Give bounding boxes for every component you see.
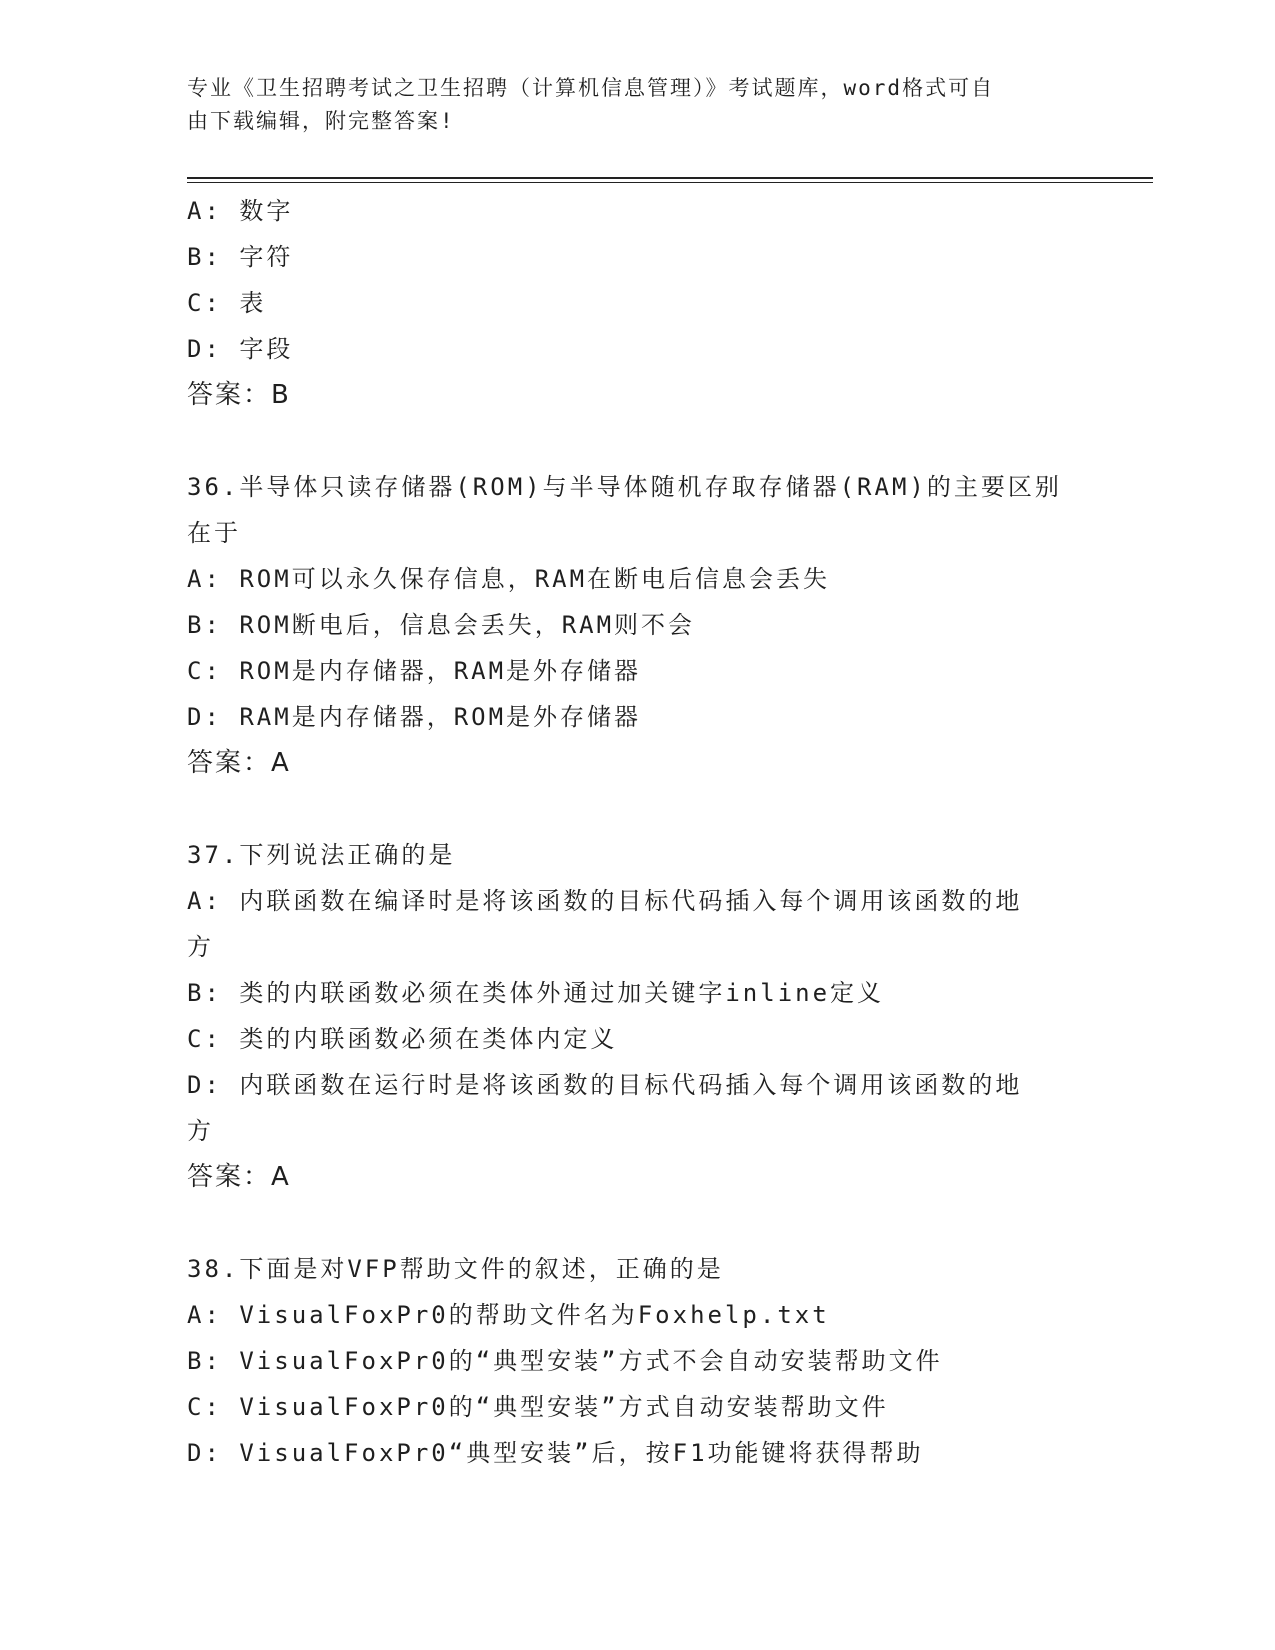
option-b: B: VisualFoxPr0的“典型安装”方式不会自动安装帮助文件 xyxy=(187,1347,943,1375)
option-b: B: 字符 xyxy=(187,243,294,271)
question-stem-cont: 在于 xyxy=(187,519,241,547)
option-a: A: ROM可以永久保存信息，RAM在断电后信息会丢失 xyxy=(187,565,831,593)
question-38 xyxy=(187,1246,1087,1476)
option-b: B: ROM断电后，信息会丢失，RAM则不会 xyxy=(187,611,696,639)
header-rule-thick xyxy=(187,177,1153,179)
option-a-cont: 方 xyxy=(187,933,214,961)
question-35 xyxy=(187,188,1087,418)
option-c: C: VisualFoxPr0的“典型安装”方式自动安装帮助文件 xyxy=(187,1393,889,1421)
option-c: C: ROM是内存储器，RAM是外存储器 xyxy=(187,657,642,685)
document-header xyxy=(187,72,1067,138)
option-b: B: 类的内联函数必须在类体外通过加关键字inline定义 xyxy=(187,979,885,1007)
option-a: A: 数字 xyxy=(187,197,294,225)
option-c: C: 类的内联函数必须在类体内定义 xyxy=(187,1025,618,1053)
question-list xyxy=(187,188,1087,1476)
header-line-2: 由下载编辑，附完整答案! xyxy=(187,109,455,133)
question-stem: 36.半导体只读存储器(ROM)与半导体随机存取存储器(RAM)的主要区别 xyxy=(187,473,1062,501)
option-d: D: RAM是内存储器，ROM是外存储器 xyxy=(187,703,642,731)
answer: 答案：A xyxy=(187,1162,291,1192)
answer: 答案：A xyxy=(187,748,291,778)
question-37 xyxy=(187,832,1087,1200)
option-a: A: VisualFoxPr0的帮助文件名为Foxhelp.txt xyxy=(187,1301,830,1329)
option-a: A: 内联函数在编译时是将该函数的目标代码插入每个调用该函数的地 xyxy=(187,887,1023,915)
option-d: D: 内联函数在运行时是将该函数的目标代码插入每个调用该函数的地 xyxy=(187,1071,1023,1099)
question-stem: 38.下面是对VFP帮助文件的叙述，正确的是 xyxy=(187,1255,724,1283)
option-d-cont: 方 xyxy=(187,1117,214,1145)
option-c: C: 表 xyxy=(187,289,267,317)
question-36 xyxy=(187,464,1087,786)
question-stem: 37.下列说法正确的是 xyxy=(187,841,456,869)
answer: 答案：B xyxy=(187,380,291,410)
option-d: D: 字段 xyxy=(187,335,294,363)
option-d: D: VisualFoxPr0“典型安装”后，按F1功能键将获得帮助 xyxy=(187,1439,924,1467)
header-line-1: 专业《卫生招聘考试之卫生招聘（计算机信息管理）》考试题库，word格式可自 xyxy=(187,76,995,100)
header-rule-thin xyxy=(187,182,1153,183)
